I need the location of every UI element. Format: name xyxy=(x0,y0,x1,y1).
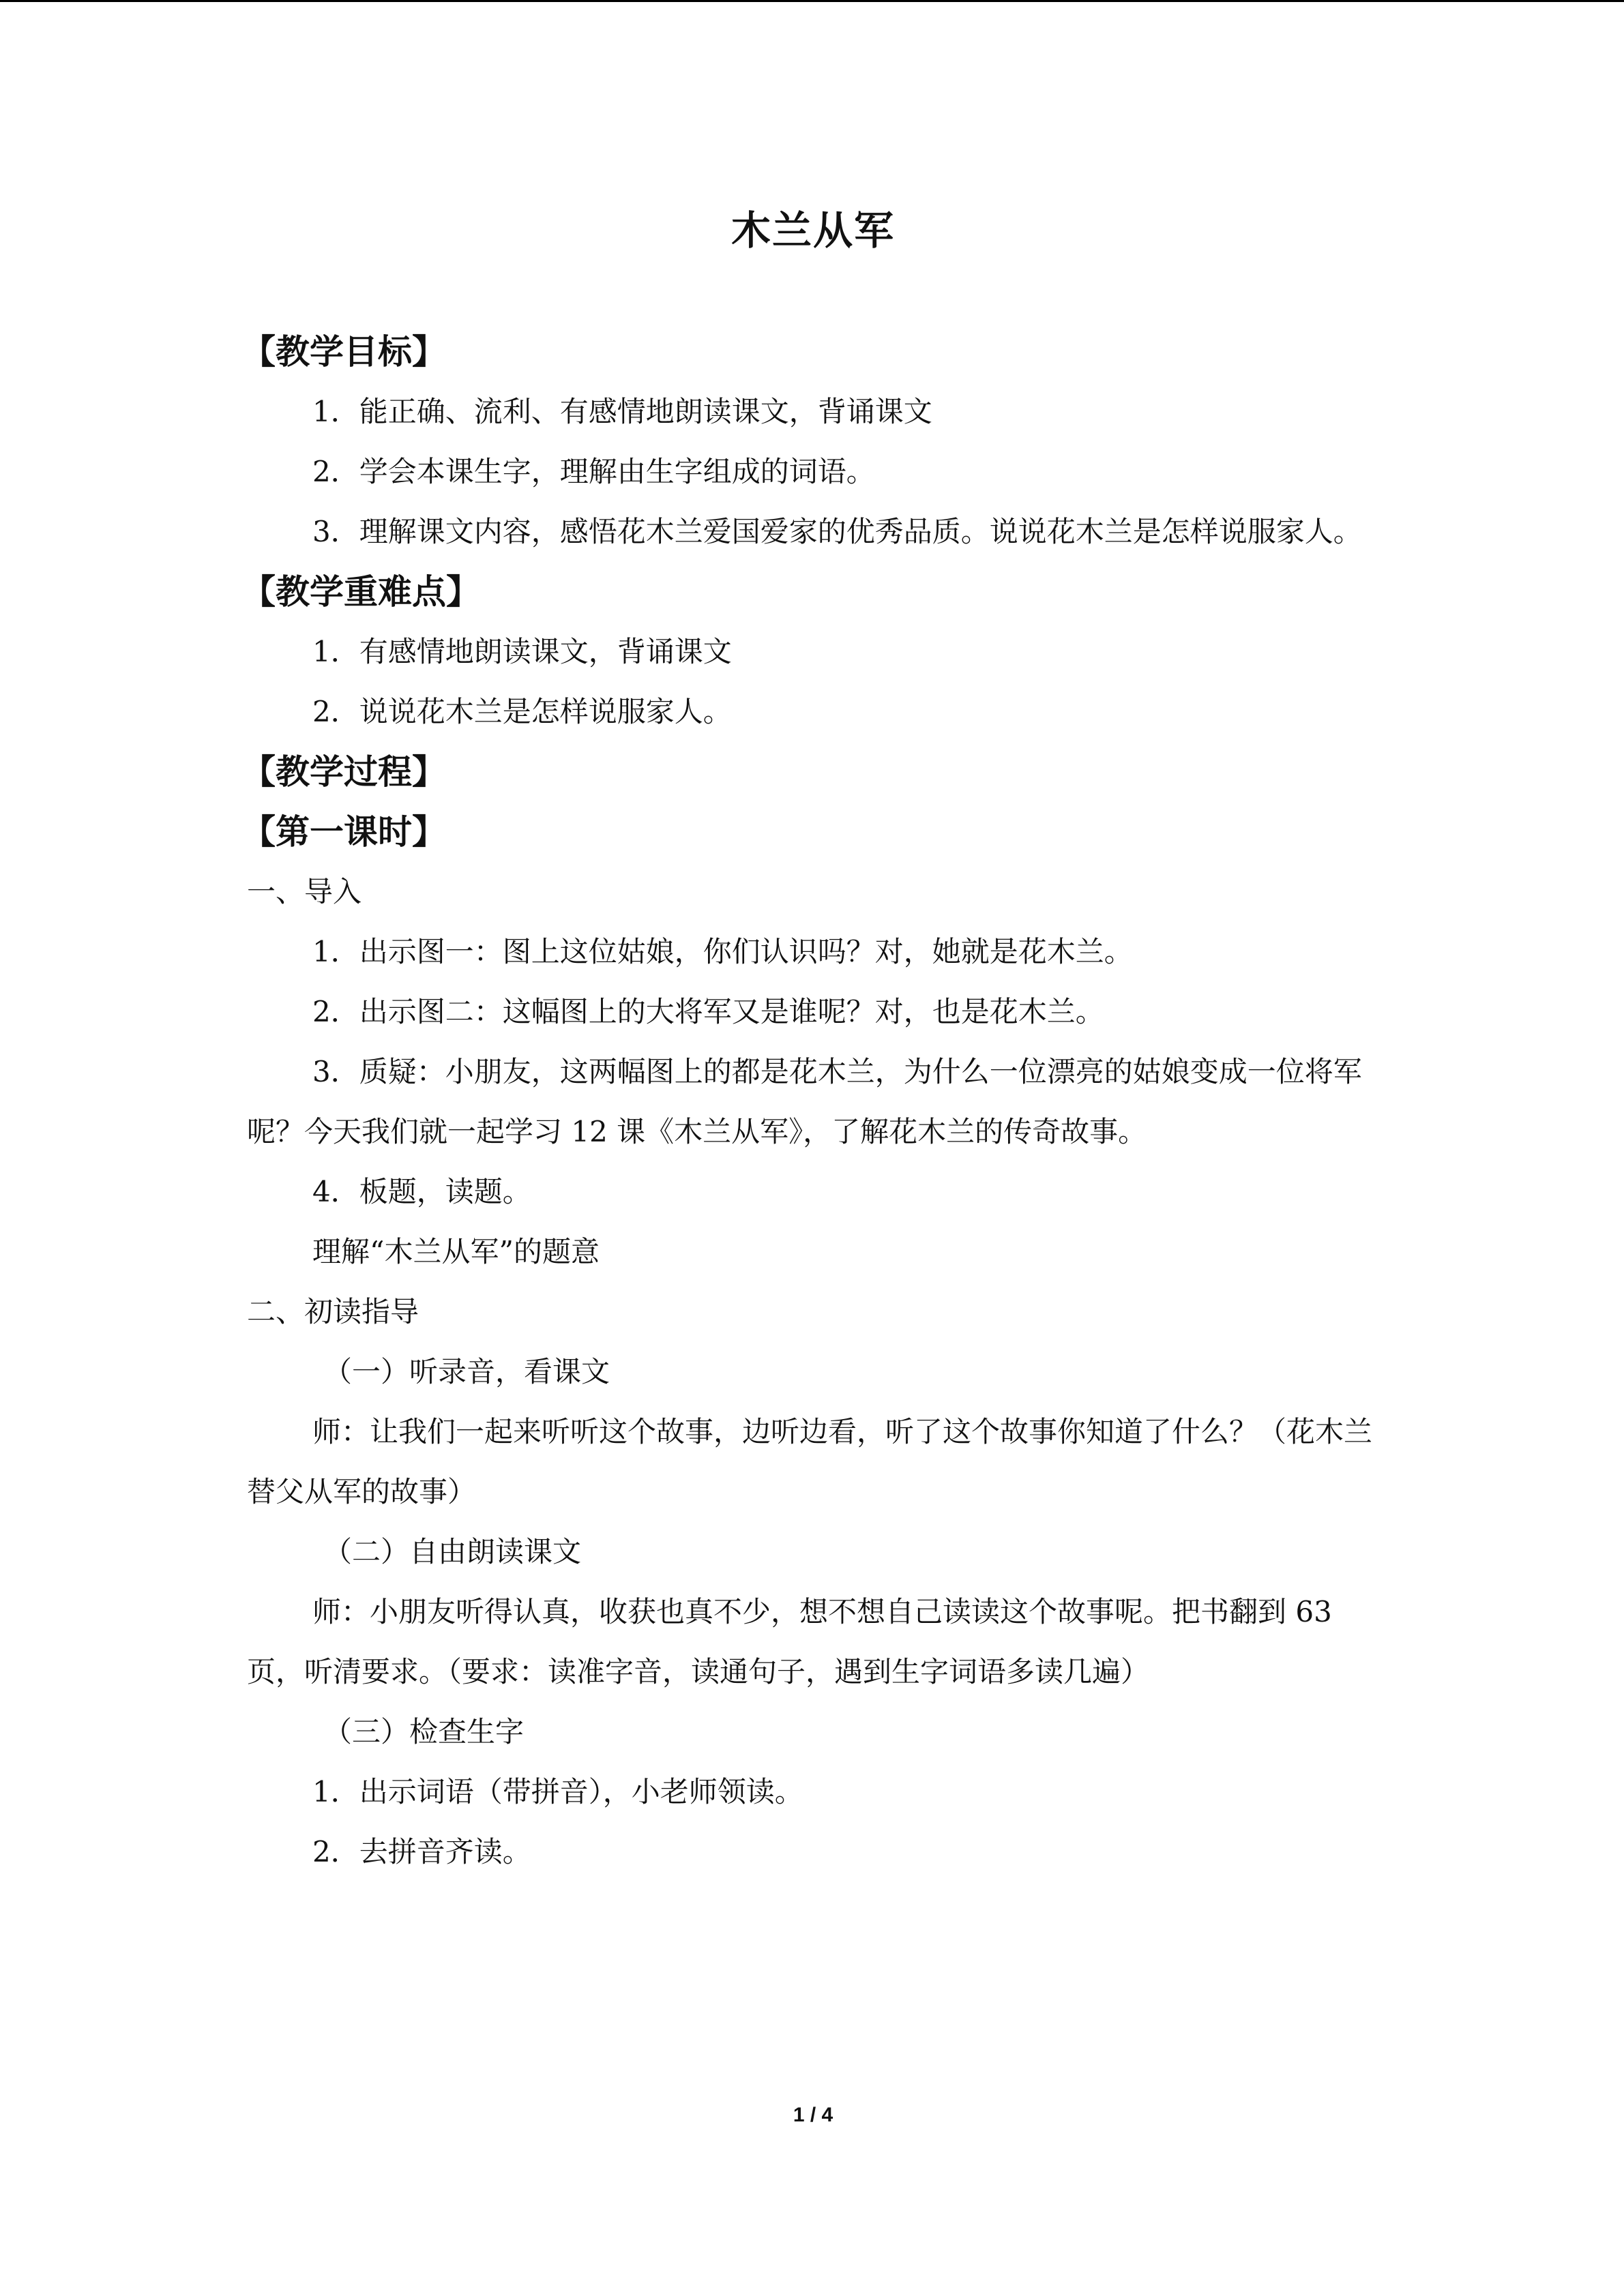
introduction-item-1: 1．出示图一：图上这位姑娘，你们认识吗？对，她就是花木兰。 xyxy=(312,935,1133,968)
document-page xyxy=(241,0,1379,2296)
introduction-item-4: 4．板题，读题。 xyxy=(312,1175,531,1208)
teacher-line-free-reading: 师：小朋友听得认真，收获也真不少，想不想自己读读这个故事呢。把书翻到 63 页，听清要求。（要求：读准字音，读通句子，遇到生字词语多读几遍） xyxy=(247,1595,1332,1688)
document-body xyxy=(241,322,1379,1882)
section-heading-key-points: 【教学重难点】 xyxy=(241,572,480,612)
sub-step-listen: （一）听录音，看课文 xyxy=(323,1355,610,1388)
teacher-line-listen: 师：让我们一起来听听这个故事，边听边看，听了这个故事你知道了什么？（花木兰替父从军的故事） xyxy=(247,1415,1373,1508)
introduction-item-3: 3．质疑：小朋友，这两幅图上的都是花木兰，为什么一位漂亮的姑娘变成一位将军呢？今天我们就一起学习 12 课《木兰从军》，了解花木兰的传奇故事。 xyxy=(247,1055,1362,1148)
section-heading-objectives: 【教学目标】 xyxy=(241,332,446,372)
check-item-1: 1．出示词语（带拼音），小老师领读。 xyxy=(312,1775,803,1808)
introduction-note: 理解“木兰从军”的题意 xyxy=(312,1235,600,1268)
step-heading-first-reading: 二、初读指导 xyxy=(247,1295,419,1328)
sub-step-free-reading: （二）自由朗读课文 xyxy=(323,1535,582,1568)
key-point-item-2: 2．说说花木兰是怎样说服家人。 xyxy=(312,695,732,728)
section-heading-process: 【教学过程】 xyxy=(241,752,446,792)
page-number: 1 / 4 xyxy=(793,2104,833,2126)
objective-item-2: 2．学会本课生字，理解由生字组成的词语。 xyxy=(312,455,875,488)
objective-item-3: 3．理解课文内容，感悟花木兰爱国爱家的优秀品质。说说花木兰是怎样说服家人。 xyxy=(312,515,1362,548)
document-title: 木兰从军 xyxy=(730,207,895,254)
section-heading-first-lesson: 【第一课时】 xyxy=(241,812,446,852)
check-item-2: 2．去拼音齐读。 xyxy=(312,1835,531,1868)
key-point-item-1: 1．有感情地朗读课文，背诵课文 xyxy=(312,635,732,668)
introduction-item-2: 2．出示图二：这幅图上的大将军又是谁呢？对，也是花木兰。 xyxy=(312,995,1104,1028)
objective-item-1: 1．能正确、流利、有感情地朗读课文，背诵课文 xyxy=(312,395,932,428)
sub-step-check-characters: （三）检查生字 xyxy=(323,1715,525,1748)
step-heading-introduction: 一、导入 xyxy=(247,875,362,908)
